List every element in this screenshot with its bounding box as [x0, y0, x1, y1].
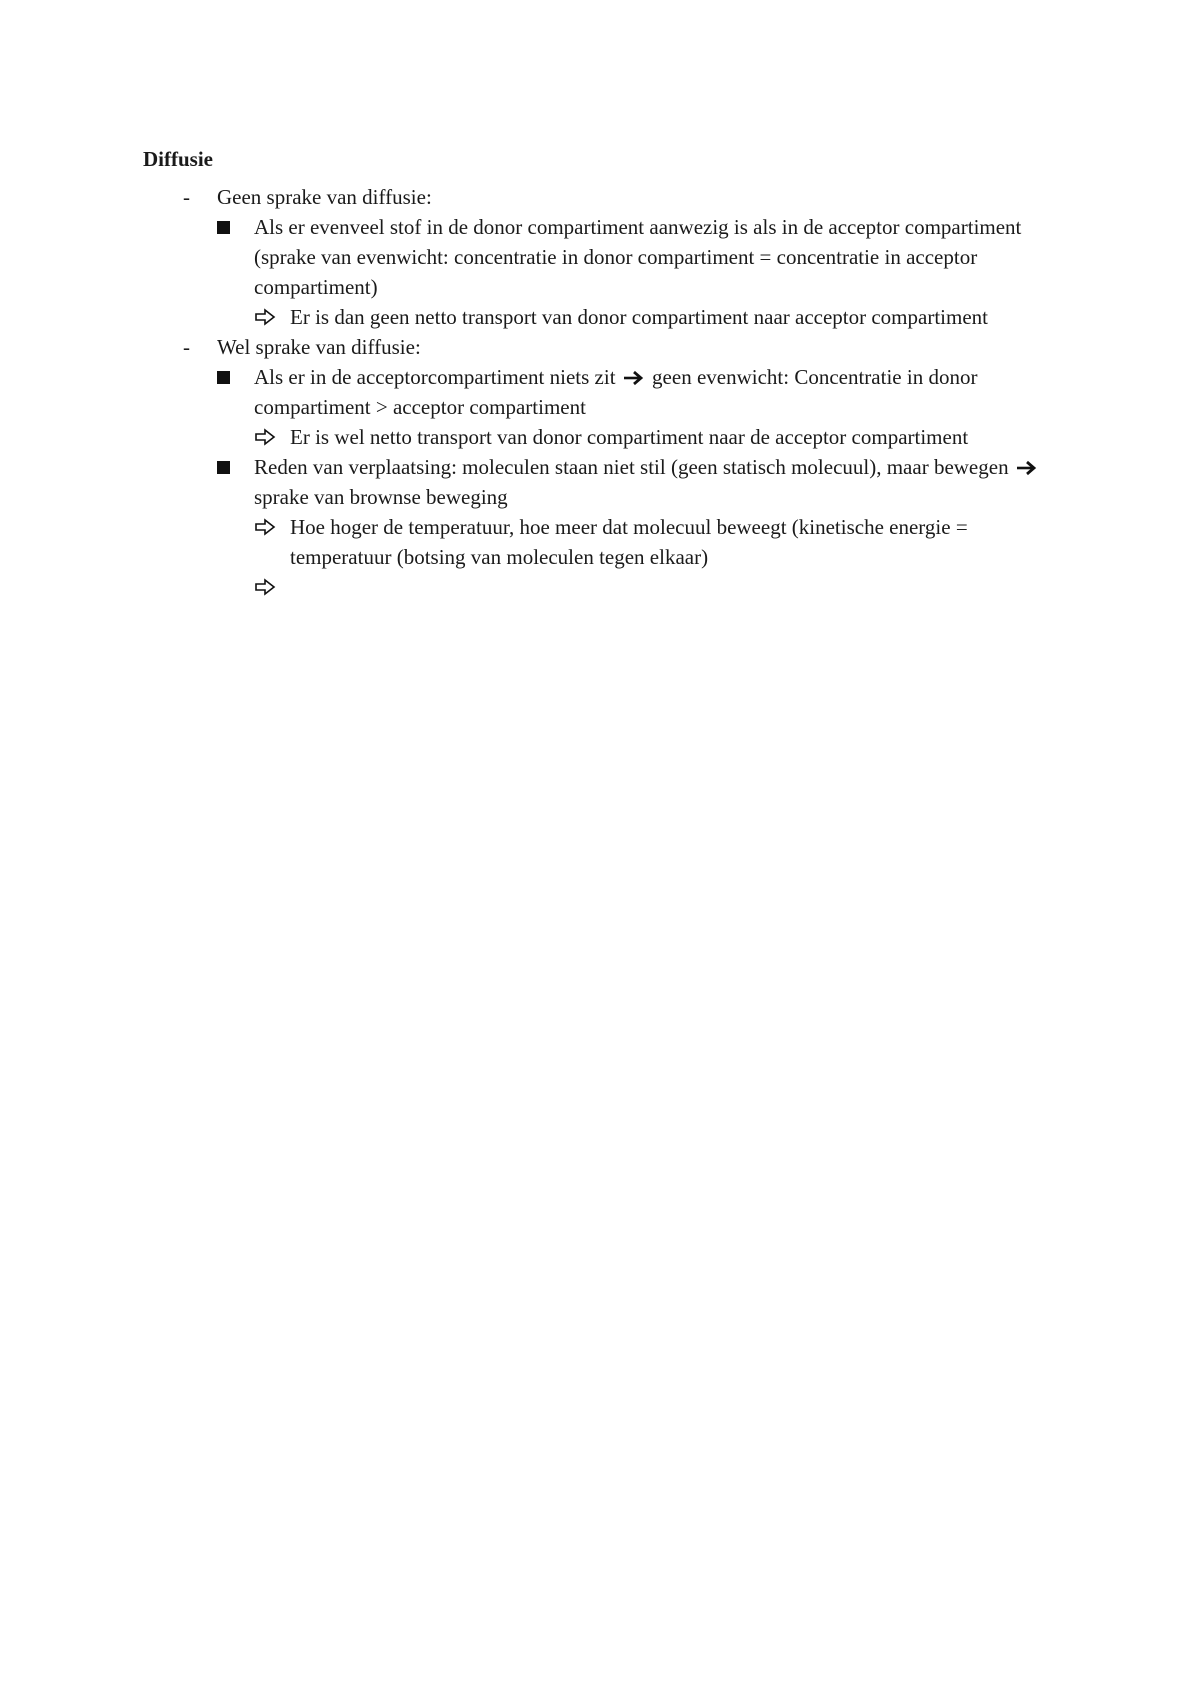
right-arrow-icon [1016, 460, 1038, 476]
subpoint-text: Er is wel netto transport van donor compartiment naar de acceptor compartiment [290, 425, 969, 449]
outline-arrow-icon [254, 518, 276, 536]
point-text-before: Reden van verplaatsing: moleculen staan niet stil (geen statisch molecuul), maar bewegen [254, 455, 1009, 479]
list-item-point [217, 362, 1063, 452]
outline-arrow-icon [254, 308, 276, 326]
list-item-section-1 [143, 182, 1063, 332]
point-text-after: sprake van brownse beweging [254, 485, 508, 509]
main-list [143, 182, 1063, 602]
subpoint-text: Er is dan geen netto transport van donor compartiment naar acceptor compartiment [290, 305, 988, 329]
list-item-subpoint-empty [254, 572, 1063, 602]
right-arrow-icon [623, 370, 645, 386]
subpoint-text: Hoe hoger de temperatuur, hoe meer dat molecuul beweegt (kinetische energie = temperatuur (botsing van moleculen tegen elkaar) [290, 515, 968, 569]
dash-marker: - [183, 335, 190, 359]
dash-marker: - [183, 185, 190, 209]
outline-arrow-icon [254, 578, 276, 596]
sub-sub-list [254, 302, 1063, 332]
list-item-section-2 [143, 332, 1063, 602]
square-bullet-icon [217, 461, 230, 474]
sub-list [217, 212, 1063, 332]
square-bullet-icon [217, 371, 230, 384]
section-label: Geen sprake van diffusie: [217, 185, 432, 209]
point-text-before: Als er in de acceptorcompartiment niets zit [254, 365, 616, 389]
list-item-subpoint [254, 422, 1063, 452]
list-item-subpoint [254, 512, 1063, 572]
list-item-point [217, 212, 1063, 332]
sub-list [217, 362, 1063, 602]
list-item-point [217, 452, 1063, 602]
sub-sub-list [254, 422, 1063, 452]
sub-sub-list [254, 512, 1063, 602]
point-text: Als er evenveel stof in de donor compartiment aanwezig is als in de acceptor compartiment (sprake van evenwicht: concentratie in donor compartiment = concentratie in acceptor compartiment) [254, 215, 1022, 299]
point-text-after: geen evenwicht: Concentratie in donor compartiment > acceptor compartiment [254, 365, 978, 419]
document-content [143, 144, 1063, 602]
document-title: Diffusie [143, 147, 213, 171]
square-bullet-icon [217, 221, 230, 234]
outline-arrow-icon [254, 428, 276, 446]
section-label: Wel sprake van diffusie: [217, 335, 421, 359]
list-item-subpoint [254, 302, 1063, 332]
